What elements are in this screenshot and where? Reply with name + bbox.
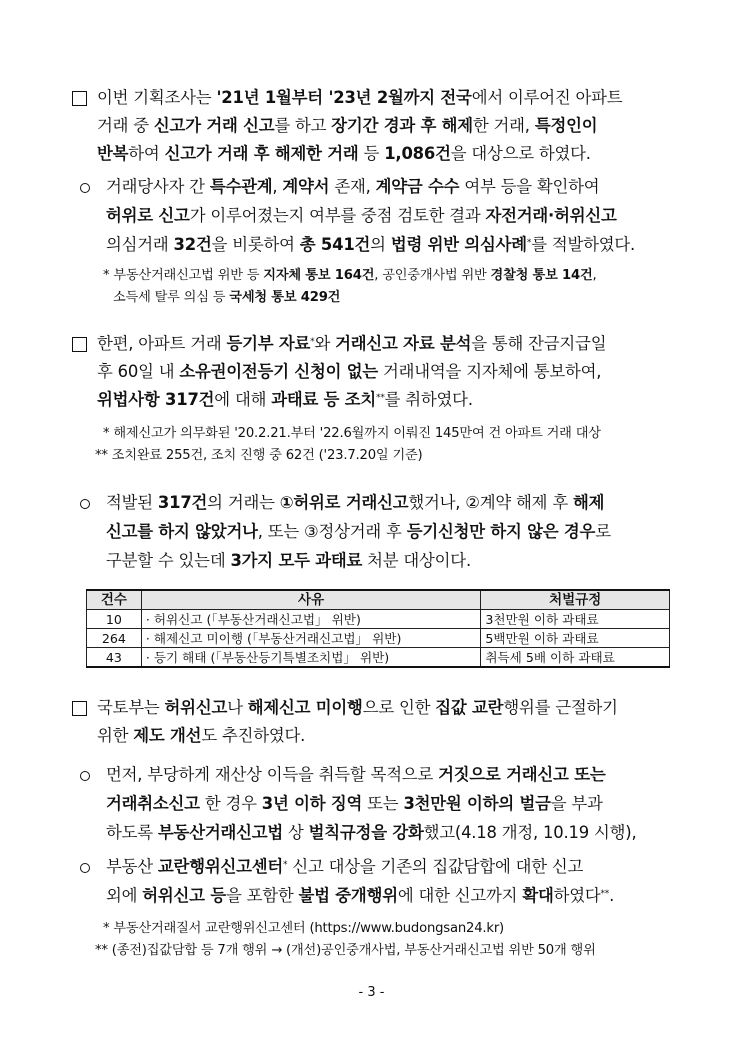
table-header-row <box>87 590 670 610</box>
circle-bullet-icon <box>80 771 90 781</box>
square-bullet-icon <box>72 337 87 352</box>
sec1-line1: 이번 기획조사는 '21년 1월부터 '23년 2월까지 전국에서 이루어진 아파트 <box>97 88 623 107</box>
table-row <box>87 610 670 629</box>
table-header: 건수 <box>87 590 142 610</box>
sec3o1-line3: 하도록 부동산거래신고법 상 벌칙규정을 강화했고(4.18 개정, 10.19 시행), <box>106 823 637 842</box>
table-cell: · 등기 해태 (「부동산등기특별조치법」 위반) <box>141 648 480 668</box>
circle-bullet-icon <box>80 183 90 193</box>
sec2o-line2: 신고를 하지 않았거나, 또는 ③정상거래 후 등기신청만 하지 않은 경우로 <box>106 522 611 541</box>
sec3o1-line2: 거래취소신고 한 경우 3년 이하 징역 또는 3천만원 이하의 벌금을 부과 <box>106 794 603 813</box>
circle-bullet-icon <box>80 499 90 509</box>
table-cell: 3천만원 이하 과태료 <box>481 610 670 629</box>
sec3o2-line2: 외에 허위신고 등을 포함한 불법 중개행위에 대한 신고까지 확대하였다**. <box>106 886 615 905</box>
table-cell: · 허위신고 (「부동산거래신고법」 위반) <box>141 610 480 629</box>
sec2-note1: * 해제신고가 의무화된 '20.2.21.부터 '22.6월까지 이뤄진 145만여 건 아파트 거래 대상 <box>103 426 601 441</box>
sec1o-note2: 소득세 탈루 의심 등 국세청 통보 429건 <box>113 290 341 305</box>
sec3-line2: 위한 제도 개선도 추진하였다. <box>97 726 306 745</box>
table-cell: 5백만원 이하 과태료 <box>481 629 670 648</box>
sec1o-line2: 허위로 신고가 이루어졌는지 여부를 중점 검토한 결과 자전거래·허위신고 <box>106 206 617 225</box>
sec1-line2: 거래 중 신고가 거래 신고를 하고 장기간 경과 후 해제한 거래, 특정인이 <box>97 116 598 135</box>
sec2-line3: 위법사항 317건에 대해 과태료 등 조치**를 취하였다. <box>97 390 473 409</box>
page-number: - 3 - <box>358 985 385 1000</box>
sec1-line3: 반복하여 신고가 거래 후 해제한 거래 등 1,086건을 대상으로 하였다. <box>97 144 591 163</box>
sec3o2-note1: * 부동산거래질서 교란행위신고센터 (https://www.budongsan24.kr) <box>103 921 504 936</box>
square-bullet-icon <box>72 91 87 106</box>
sec1o-line1: 거래당사자 간 특수관계, 계약서 존재, 계약금 수수 여부 등을 확인하여 <box>106 177 600 196</box>
table-header: 처벌규정 <box>481 590 670 610</box>
table-cell: 264 <box>87 629 142 648</box>
table-row <box>87 648 670 668</box>
table-cell: 취득세 5배 이하 과태료 <box>481 648 670 668</box>
sec3o2-line1: 부동산 교란행위신고센터* 신고 대상을 기존의 집값담합에 대한 신고 <box>106 857 584 876</box>
sec2o-line1: 적발된 317건의 거래는 ①허위로 거래신고했거나, ②계약 해제 후 해제 <box>106 493 605 512</box>
sec2-note2: ** 조치완료 255건, 조치 진행 중 62건 ('23.7.20일 기준) <box>95 448 423 463</box>
table-row <box>87 629 670 648</box>
sec3o2-note2: ** (종전)집값담합 등 7개 행위 → (개선)공인중개사법, 부동산거래신고법 위반 50개 행위 <box>95 943 596 958</box>
table-header: 사유 <box>141 590 480 610</box>
sec1o-note1: * 부동산거래신고법 위반 등 지자체 통보 164건, 공인중개사법 위반 경찰청 통보 14건, <box>103 268 597 283</box>
table-cell: · 해제신고 미이행 (「부동산거래신고법」 위반) <box>141 629 480 648</box>
sec1o-line3: 의심거래 32건을 비롯하여 총 541건의 법령 위반 의심사례*를 적발하였다. <box>106 235 636 254</box>
circle-bullet-icon <box>80 863 90 873</box>
sec3-line1: 국토부는 허위신고나 해제신고 미이행으로 인한 집값 교란행위를 근절하기 <box>97 698 618 717</box>
table-cell: 10 <box>87 610 142 629</box>
sec2-line2: 후 60일 내 소유권이전등기 신청이 없는 거래내역을 지자체에 통보하여, <box>97 362 602 381</box>
table-cell: 43 <box>87 648 142 668</box>
sec2-line1: 한편, 아파트 거래 등기부 자료*와 거래신고 자료 분석을 통해 잔금지급일 <box>97 334 607 353</box>
violation-table <box>86 589 670 668</box>
sec3o1-line1: 먼저, 부당하게 재산상 이득을 취득할 목적으로 거짓으로 거래신고 또는 <box>106 765 606 784</box>
sec2o-line3: 구분할 수 있는데 3가지 모두 과태료 처분 대상이다. <box>106 551 471 570</box>
square-bullet-icon <box>72 701 87 716</box>
